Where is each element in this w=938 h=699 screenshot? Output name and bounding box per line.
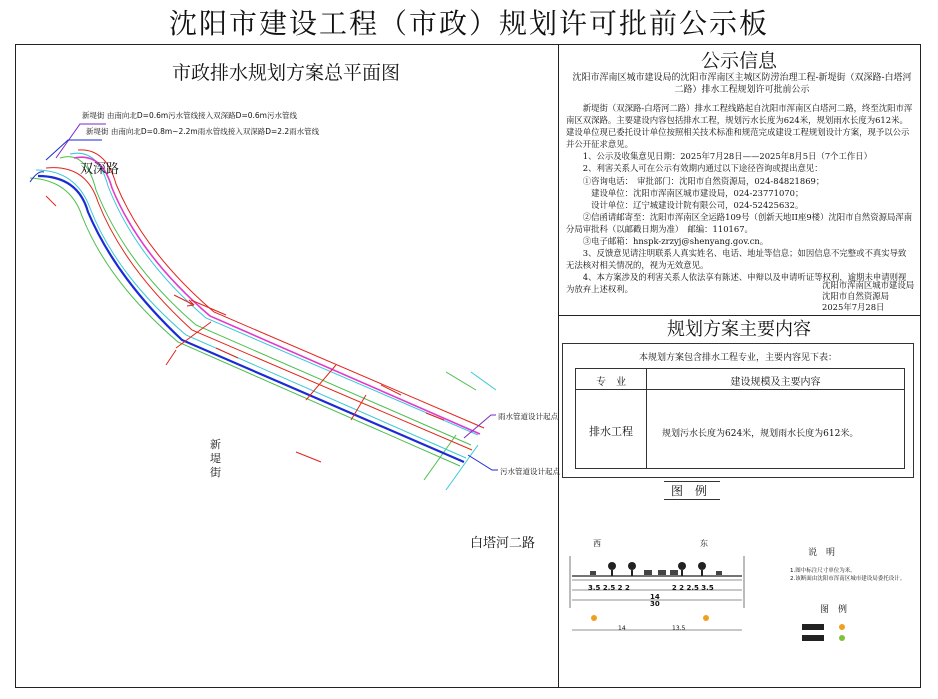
plan-table-cell-discipline: 排水工程 <box>589 425 633 438</box>
board-title: 沈阳市建设工程（市政）规划许可批前公示板 <box>168 7 769 40</box>
road-label-baitahe: 白塔河二路 <box>470 536 536 551</box>
side-road-lines <box>424 372 496 490</box>
info-paragraph: 4、本方案涉及的利害关系人依法享有陈述、申辩以及申请听证等权利，逾期未申请则视为放弃上述权利。 <box>566 272 907 295</box>
info-subtitle: 沈阳市浑南区城市建设局的沈阳市浑南区主城区防涝治理工程-新堤街（双深路-白塔河二路）排水工程规划许可批前公示 <box>572 73 912 95</box>
road-label-shuangshen: 双深路 <box>80 162 120 177</box>
legend2-title: 图 例 <box>820 605 848 615</box>
info-paragraph: 建设单位：沈阳市浑南区城市建设局，024-23771070； <box>566 187 804 198</box>
info-paragraph: ②信函请邮寄至：沈阳市浑南区全运路109号（创新天地II座9楼）沈阳市自然资源局浑南分局审批科（以邮戳日期为准） 邮编：110167。 <box>566 211 913 234</box>
signoff <box>822 280 914 313</box>
main-road-lines <box>30 150 484 466</box>
info-paragraph: ①咨询电话： 审批部门：沈阳市自然资源局，024-84821869； <box>566 175 825 186</box>
section-segments: 3.5 2.5 2 2 2 2 2.5 3.5 <box>588 584 714 592</box>
plan-title: 规划方案主要内容 <box>667 319 811 340</box>
signoff-line: 沈阳市自然资源局 <box>822 291 889 301</box>
plan-table-header-content: 建设规模及主要内容 <box>730 377 821 388</box>
cross-streets <box>166 300 366 420</box>
signoff-date: 2025年7月28日 <box>822 302 885 312</box>
sewage-start-label: 污水管道设计起点 <box>500 467 560 476</box>
pipe-legend-swatches <box>802 622 862 644</box>
plan-intro: 本规划方案包含排水工程专业，主要内容见下表： <box>638 353 837 363</box>
tree-icons <box>608 562 706 576</box>
east-label: 东 <box>700 539 708 548</box>
info-paragraph: 3、反馈意见请注明联系人真实姓名、电话、地址等信息；如因信息不完整或不真实导致无法核对相关情况的，视为无效意见。 <box>566 248 907 271</box>
plan-table-header-discipline: 专 业 <box>596 377 626 388</box>
signoff-line: 沈阳市浑南区城市建设局 <box>822 280 915 290</box>
info-title: 公示信息 <box>700 50 777 72</box>
west-label: 西 <box>593 539 601 548</box>
info-paragraph: 2、利害关系人可在公示有效期内通过以下途径咨询或提出意见： <box>566 163 823 174</box>
legend-title: 图 例 <box>670 484 707 498</box>
info-paragraph: 1、公示及收集意见日期：2025年7月28日——2025年8月5日（7个工作日） <box>566 151 873 162</box>
road-label-xindi: 新 堤 街 <box>210 438 221 479</box>
info-body <box>566 102 914 296</box>
plan-table <box>575 368 905 469</box>
plan-table-cell-content: 规划污水长度为624米，规划雨水长度为612米。 <box>662 429 859 439</box>
info-paragraph: 设计单位：辽宁城建设计院有限公司，024-52425632。 <box>566 199 804 210</box>
divider-vertical <box>558 44 559 687</box>
sewage-annotation: 新堤街 由南向北D=0.6m污水管线接入双深路D=0.6m污水管线 <box>82 111 297 120</box>
section-left-span: 14 <box>618 625 626 632</box>
section-width-top: 14 <box>650 593 660 601</box>
rain-annotation: 新堤街 由南向北D=0.8m~2.2m雨水管线接入双深路D=2.2雨水管线 <box>86 127 320 136</box>
info-paragraph: ③电子邮箱：hnspk-zrzyj@shenyang.gov.cn。 <box>566 236 769 247</box>
drainage-plan-map <box>16 90 556 684</box>
map-title: 市政排水规划方案总平面图 <box>171 62 400 84</box>
plan-content-box <box>562 343 914 478</box>
note-line: 2.该断面由沈阳市浑南区城市建设局委托设计。 <box>790 576 906 582</box>
notes-title: 说 明 <box>808 548 836 558</box>
section-width-total: 30 <box>650 600 660 608</box>
note-line: 1.图中标注尺寸单位为米。 <box>790 568 856 574</box>
section-right-span: 13.5 <box>672 625 686 632</box>
rain-start-label: 雨水管道设计起点 <box>498 412 558 421</box>
info-paragraph: 新堤街（双深路-白塔河二路）排水工程线路起自沈阳市浑南区白塔河二路，终至沈阳市浑南区双深路。主要建设内容包括排水工程，规划污水长度为624米，规划雨水长度为612米。建设单位现已委托设计单位按照相关技术标准和规范完成建设工程规划设计方案，现予以公示并公开征求意见。 <box>566 103 913 150</box>
